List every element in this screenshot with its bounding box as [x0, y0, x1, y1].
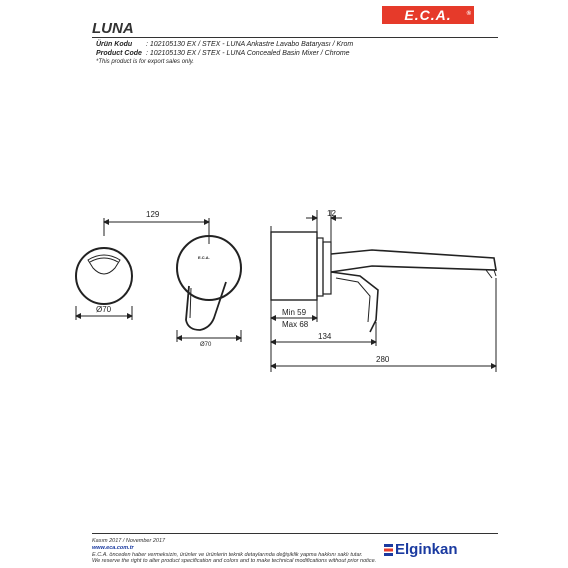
- footer-date: Kasım 2017 / November 2017: [92, 538, 166, 544]
- footer-disclaimer-tr: E.C.A. önceden haber vermeksizin, ürünler ve ürünlerin teknik detaylarında değişiklik yapma hakkını saklı tutar.: [92, 551, 363, 558]
- dim-label-min: Min 59: [282, 308, 307, 317]
- product-code-label: Product Code: [96, 49, 142, 57]
- product-code-value: : 102105130 EX / STEX - LUNA Concealed Basin Mixer / Chrome: [145, 49, 350, 57]
- urun-kodu-label: Ürün Kodu: [96, 41, 133, 48]
- export-note: *This product is for export sales only.: [96, 59, 194, 66]
- footer-url[interactable]: www.eca.com.tr: [92, 544, 134, 551]
- flange: [317, 238, 323, 296]
- wall-box: [271, 232, 317, 300]
- lever-front: [186, 282, 226, 330]
- footer-rule: [92, 533, 498, 534]
- spout: [331, 250, 496, 272]
- dim-label-280: 280: [376, 355, 390, 364]
- dim-label-70-small: Ø70: [200, 342, 212, 348]
- footer-disclaimer-en: We reserve the right to alter product specification and colors and to make technical modifications without prior notice.: [92, 558, 377, 565]
- dim-label-134: 134: [318, 332, 332, 341]
- dim-label-12: 12: [327, 209, 336, 218]
- lever-front-detail: [190, 288, 191, 318]
- faucet-logo: E.C.A.: [198, 255, 210, 260]
- escutcheon-left: [76, 248, 132, 304]
- escutcheon-side: [323, 242, 331, 294]
- registered-mark: ®: [466, 11, 472, 17]
- spout-outlet-2: [494, 270, 496, 276]
- lever-side-detail: [336, 278, 370, 322]
- product-title: LUNA: [92, 20, 134, 37]
- urun-kodu-value: : 102105130 EX / STEX - LUNA Ankastre Lavabo Bataryası / Krom: [145, 41, 354, 48]
- eca-logo-text: E.C.A.: [404, 7, 452, 23]
- elginkan-logo-icon: [384, 544, 393, 556]
- spout-outlet: [486, 270, 492, 278]
- dim-label-129: 129: [146, 210, 160, 219]
- elginkan-brand: Elginkan: [395, 541, 458, 558]
- dim-label-max: Max 68: [282, 320, 309, 329]
- footer: [92, 538, 376, 565]
- escutcheon-front: [177, 236, 241, 300]
- lever-top-detail: [90, 258, 118, 262]
- dim-label-70-left: Ø70: [96, 305, 112, 314]
